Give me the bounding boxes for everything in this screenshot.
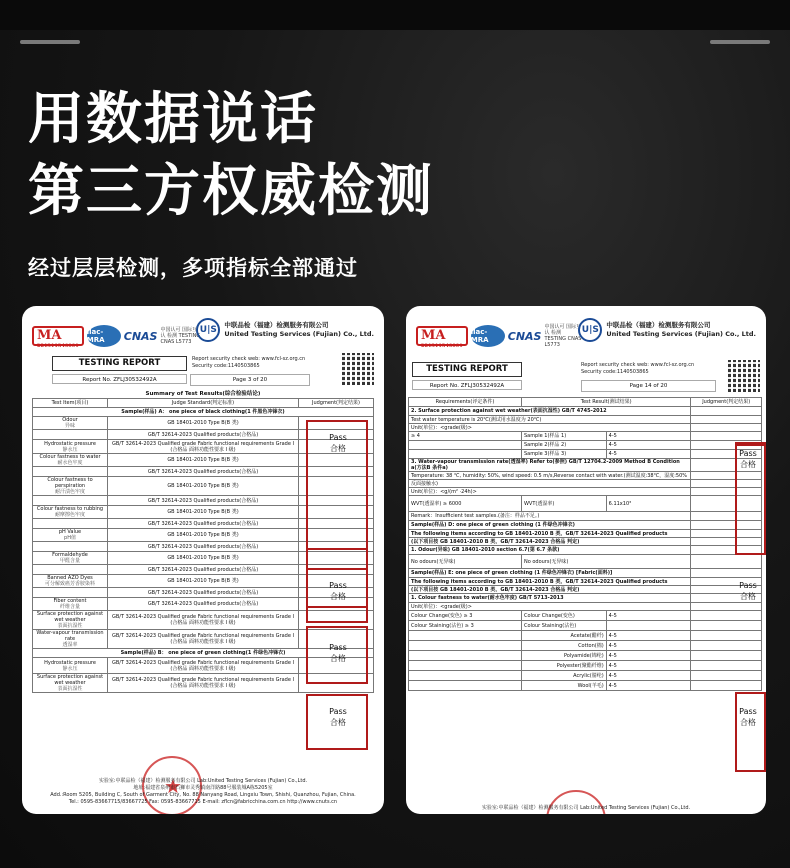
table-row [409, 651, 762, 661]
section-unit: Unit(单位)：<g/(m² ·24h)> [409, 488, 691, 496]
value-cell: 4-5 [606, 441, 691, 450]
sample-cell: Cotton(棉) [521, 641, 606, 651]
table-row [409, 611, 762, 621]
value-cell: 4-5 [606, 671, 691, 681]
value-cell: 4-5 [606, 432, 691, 441]
value-cell: 4-5 [606, 651, 691, 661]
item-cell [33, 519, 108, 529]
standard-cell: GB/T 32614-2023 Qualified products(合格品) [108, 588, 299, 598]
item-name: Water-vapour transmission rate [36, 630, 104, 642]
table-row [409, 488, 762, 496]
item-name: Colour fastness to perspiration [47, 477, 93, 489]
item-name: Odour [62, 417, 78, 423]
item-name-cn: 耐水色牢度 [57, 460, 83, 466]
table-row [409, 681, 762, 691]
company-name-cn: 中联品检（福建）检测服务有限公司 [606, 321, 711, 329]
ma-logo: MA 221311340001 [32, 326, 84, 346]
value-cell: 4-5 [606, 681, 691, 691]
pass-highlight-3 [735, 692, 766, 772]
ilac-logo: ilac-MRA [87, 325, 121, 347]
req-cell [409, 651, 522, 661]
sample-cell: Polyester(聚酯纤维) [521, 661, 606, 671]
item-cell [33, 565, 108, 575]
req-cell [409, 671, 522, 681]
standard-cell: GB/T 32614-2023 Qualified products(合格品) [108, 565, 299, 575]
req-cell: Colour Change(变色) ≥ 3 [409, 611, 522, 621]
sample-heading: Sample(样品) A： one piece of black clothing(1 件黑色冲锋衣) [33, 408, 374, 417]
sample-cell: Polyamide(锦纶) [521, 651, 606, 661]
table-row [409, 555, 762, 569]
judgment-cell [691, 631, 762, 641]
judgment-cell [691, 432, 762, 441]
judgment-cell [691, 681, 762, 691]
sample-cell: Sample 1(样品 1) [521, 432, 606, 441]
decor-dash-left [20, 40, 80, 44]
item-name-cn: 静水压 [62, 446, 78, 453]
req-cell [409, 641, 522, 651]
item-name: pH Value [58, 529, 82, 535]
ilac-logo: ilac-MRA [471, 325, 505, 347]
req-cell: No odours(无异味) [409, 555, 522, 569]
cert-logos [416, 316, 582, 356]
table-row [409, 398, 762, 407]
section-note: The following items according to GB 18401-2010 B 类、GB/T 32614-2023 Qualified products [409, 578, 691, 586]
sample-heading: Sample(样品) B： one piece of green clothing(1 件绿色冲锋衣) [33, 649, 374, 658]
sample-cell: Colour Change(变色) [521, 611, 606, 621]
official-seal-icon: ★ [142, 756, 202, 814]
section-note: (以下项目按 GB 18401-2010 B 类、GB/T 32614-2023 合格品 判定) [409, 586, 691, 594]
table-row [409, 578, 762, 586]
item-cell [33, 477, 108, 496]
item-cell [33, 454, 108, 467]
summary-title: Summary of Test Results(综合检验结论) [145, 391, 261, 397]
standard-cell: GB 18401-2010 Type B(B 类) [108, 477, 299, 496]
section-note: 反面接触水) [409, 480, 691, 488]
req-cell [409, 450, 522, 459]
report-page-1 [22, 306, 384, 814]
report-footer: 实验室:中联品检（福建）检测服务有限公司 Lab:United Testing Services (Fujian) Co.,Ltd. [481, 805, 691, 811]
pass-label-3: Pass 合格 [739, 707, 757, 727]
table-row [409, 441, 762, 450]
section-heading: 2. Surface protection against wet weather(表面抗湿性) GB/T 4745-2012 [409, 407, 691, 416]
item-cell [33, 611, 108, 630]
standard-cell: GB 18401-2010 Type B(B 类) [108, 506, 299, 519]
item-cell [33, 588, 108, 598]
section-note: Temperature: 38 ℃, humidity: 50%, wind speed: 0.5 m/s,Reverse contact with water.(测试温度:38℃，湿度:50% [409, 472, 691, 480]
standard-cell: GB 18401-2010 Type B(B 类) [108, 529, 299, 542]
standard-cell: GB/T 32614-2023 Qualified grade Fabric functional requirements Grade I (合格品 面料功能性要求 I 级) [108, 440, 299, 454]
item-name: Colour fastness to rubbing [36, 506, 104, 512]
table-row [409, 661, 762, 671]
item-name: Fiber content [53, 598, 87, 604]
item-cell [33, 467, 108, 477]
section-unit: Unit(单位)：<grade(级)> [409, 424, 691, 432]
judgment-cell [691, 611, 762, 621]
pass-label-1: Pass 合格 [329, 433, 347, 453]
judgment-cell [691, 416, 762, 424]
judgment-cell [691, 407, 762, 416]
item-name-cn: 耐汗渍色牢度 [55, 489, 86, 495]
item-name: Formaldehyde [52, 552, 88, 558]
company-name-en: United Testing Services (Fujian) Co., Ltd. [224, 330, 374, 338]
cnas-logo: CNAS [123, 329, 158, 343]
standard-cell: GB/T 32614-2023 Qualified grade Fabric functional requirements Grade I (合格品 面料功能性要求 I 级) [108, 674, 299, 693]
table-row [409, 450, 762, 459]
judgment-cell [691, 555, 762, 569]
value-cell: 4-5 [606, 641, 691, 651]
header-cell: Requirements(评定条件) [409, 398, 522, 407]
item-cell [33, 440, 108, 454]
req-cell: Colour Staining(沾色) ≥ 3 [409, 621, 522, 631]
section-unit: Unit(单位)：<grade(级)> [409, 603, 691, 611]
item-cell [33, 575, 108, 588]
table-row [409, 603, 762, 611]
subtitle: 经过层层检测，多项指标全部通过 [28, 256, 358, 280]
sample-cell: Wool(羊毛) [521, 681, 606, 691]
top-bar [0, 0, 790, 30]
judgment-cell [691, 621, 762, 631]
company-header [578, 318, 756, 342]
standard-cell: GB 18401-2010 Type B(B 类) [108, 417, 299, 430]
item-cell [33, 529, 108, 542]
value-cell [606, 621, 691, 631]
sample-cell: Sample 2(样品 2) [521, 441, 606, 450]
value-cell: 4-5 [606, 631, 691, 641]
table-row [409, 621, 762, 631]
sample-cell: WVT(透湿率) [521, 496, 606, 512]
testing-report-title: TESTING REPORT [52, 356, 187, 371]
item-name-cn: 甲醛含量 [60, 558, 81, 564]
standard-cell: GB/T 32614-2023 Qualified grade Fabric functional requirements Grade I (合格品 面料功能性要求 I 级) [108, 611, 299, 630]
uts-logo-icon: U|S [578, 318, 602, 342]
header-cell: Test Item(项目) [33, 399, 108, 408]
item-cell [33, 417, 108, 430]
company-name-cn: 中联品检（福建）检测服务有限公司 [224, 321, 329, 329]
judgment-cell [691, 671, 762, 681]
req-cell [409, 631, 522, 641]
header-cell: Judge Standard(判定标准) [108, 399, 299, 408]
sample-cell: Acrylic(腈纶) [521, 671, 606, 681]
ma-logo: MA 221311340001 [416, 326, 468, 346]
item-name-cn: pH值 [64, 535, 76, 541]
item-name: Hydrostatic pressure [44, 659, 96, 666]
standard-cell: GB 18401-2010 Type B(B 类) [108, 454, 299, 467]
table-row [409, 671, 762, 681]
standard-cell: GB/T 32614-2023 Qualified products(合格品) [108, 519, 299, 529]
table-row [409, 521, 762, 530]
decor-dash-right [710, 40, 770, 44]
table-row [409, 416, 762, 424]
table-row [409, 496, 762, 512]
pass-label-4: Pass 合格 [329, 707, 347, 727]
value-cell: 4-5 [606, 661, 691, 671]
table-row [409, 530, 762, 538]
judgment-cell [691, 641, 762, 651]
req-cell [409, 681, 522, 691]
section-heading: 3. Water-vapour transmission rate(透湿率) Refer to(参照) GB/T 12704.2-2009 Method B Condition a(方法B 条件a) [409, 459, 691, 472]
table-row [409, 546, 762, 555]
table-row [409, 586, 762, 594]
table-row [409, 407, 762, 416]
sample-heading: Sample(样品) E: one piece of green clothing (1 件绿色冲锋衣) [Fabric(面料)] [409, 569, 691, 578]
results-table [408, 397, 762, 691]
section-note: Test water temperature is 20℃(测试用水温度为 20℃) [409, 416, 691, 424]
page-number: Page 3 of 20 [190, 374, 310, 386]
testing-report-title: TESTING REPORT [412, 362, 522, 377]
judgment-cell [691, 651, 762, 661]
uts-logo-icon: U|S [196, 318, 220, 342]
table-row [409, 432, 762, 441]
header-cell: Test Result(测试结果) [521, 398, 690, 407]
item-cell [33, 658, 108, 674]
table-row [409, 512, 762, 521]
headline-line2: 第三方权威检测 [28, 159, 434, 224]
table-row [409, 569, 762, 578]
pass-label-3: Pass 合格 [329, 643, 347, 663]
req-cell [409, 441, 522, 450]
table-row [409, 631, 762, 641]
table-row [33, 408, 374, 417]
report-number: Report No. ZFLJ30532492A [412, 380, 522, 390]
item-cell [33, 552, 108, 565]
value-cell: 4-5 [606, 611, 691, 621]
standard-cell: GB/T 32614-2023 Qualified products(合格品) [108, 430, 299, 440]
item-name-cn: 透湿率 [62, 642, 78, 648]
req-cell: WVT(透湿率) ≥ 6000 [409, 496, 522, 512]
standard-cell: GB/T 32614-2023 Qualified grade Fabric functional requirements Grade I (合格品 面料功能性要求 I 级) [108, 658, 299, 674]
table-row [409, 424, 762, 432]
header-cell: Judgment(判定结果) [298, 399, 373, 408]
judgment-cell [691, 603, 762, 611]
judgment-cell [691, 661, 762, 671]
section-note: (以下项目按 GB 18401-2010 B 类、GB/T 32614-2023 合格品 判定) [409, 538, 691, 546]
company-header [196, 318, 374, 342]
page-number: Page 14 of 20 [581, 380, 716, 392]
qr-code-icon [342, 353, 374, 385]
cert-logos [32, 316, 200, 356]
item-name: Colour fastness to water [39, 454, 101, 460]
pass-label-1: Pass 合格 [739, 449, 757, 469]
item-name: Banned AZO Dyes [47, 575, 93, 581]
judgment-cell [691, 569, 762, 578]
item-name-cn: 可分解致癌芳香胺染料 [45, 581, 96, 587]
report-number: Report No. ZFLJ30532492A [52, 374, 187, 384]
section-note: The following items according to GB 18401-2010 B 类、GB/T 32614-2023 Qualified products [409, 530, 691, 538]
table-header [33, 399, 374, 408]
item-name: Surface protection against wet weather [36, 674, 104, 686]
remark: Remark：Insufficient test samples.(备注：样品不足。) [409, 512, 691, 521]
pass-label-2: Pass 合格 [739, 581, 757, 601]
standard-cell: GB 18401-2010 Type B(B 类) [108, 552, 299, 565]
standard-cell: GB/T 32614-2023 Qualified products(合格品) [108, 542, 299, 552]
sample-cell: Sample 3(样品 3) [521, 450, 606, 459]
cnas-text: 中国认可 国际互认 检测 TESTING CNAS L5773 [160, 327, 201, 345]
qr-code-icon [728, 360, 760, 392]
value-cell: No odours(无异味) [521, 555, 690, 569]
report-page-2 [406, 306, 766, 814]
standard-cell: GB/T 32614-2023 Qualified products(合格品) [108, 467, 299, 477]
item-name: Hydrostatic pressure [44, 440, 96, 447]
item-cell [33, 496, 108, 506]
standard-cell: GB/T 32614-2023 Qualified products(合格品) [108, 496, 299, 506]
header-cell: Judgment(判定结果) [691, 398, 762, 407]
judgment-cell [691, 424, 762, 432]
item-cell [33, 430, 108, 440]
table-row [409, 594, 762, 603]
item-name-cn: 静水压 [62, 665, 78, 672]
table-row [409, 459, 762, 472]
security-info: Report security check web: www.fcl-sz.org.cn Security code:1140503865 [192, 356, 306, 369]
item-cell [33, 542, 108, 552]
table-row [409, 641, 762, 651]
cnas-text: 中国认可 国际互认 检测 TESTING CNAS L5773 [544, 324, 582, 348]
item-cell [33, 630, 108, 649]
req-cell [409, 661, 522, 671]
cnas-logo: CNAS [507, 329, 542, 343]
table-row [409, 480, 762, 488]
item-cell [33, 674, 108, 693]
sample-heading: Sample(样品) D: one piece of green clothing (1 件绿色冲锋衣) [409, 521, 691, 530]
item-cell [33, 506, 108, 519]
item-name-cn: 表面抗湿性 [57, 623, 83, 629]
item-name-cn: 表面抗湿性 [57, 686, 83, 692]
table-row [409, 538, 762, 546]
sample-cell: Colour Staining(沾色) [521, 621, 606, 631]
table-row [409, 472, 762, 480]
standard-cell: GB 18401-2010 Type B(B 类) [108, 575, 299, 588]
item-name-cn: 纤维含量 [60, 604, 81, 610]
item-name-cn: 耐摩擦色牢度 [55, 512, 86, 518]
item-cell [33, 598, 108, 611]
report-footer: 实验室:中联品检（福建）检测服务有限公司 Lab:United Testing Services (Fujian) Co.,Ltd. 地址:福建省泉州市石狮市灵秀镇南洋路88号服装城A栋5205室 Add.:Room 5205, Building C, South of Garment City, No. 88 Nanyang Road, Lingxiu Town, Shishi, Quanzhou, Fujian, China. Tel.: 0595-83667715/83667725 Fax: 0595-83667715 E-mail: zflcn@fabricchina.com.cn http://www.cnuts.cn [50, 778, 356, 805]
item-name: Surface protection against wet weather [36, 611, 104, 623]
section-heading: 1. Odour(异味) GB 18401-2010 section 6.7(第 6.7 条款) [409, 546, 691, 555]
company-name-en: United Testing Services (Fujian) Co., Ltd. [606, 330, 756, 338]
req-cell: ≥ 4 [409, 432, 522, 441]
sample-cell: Acetate(醋纤) [521, 631, 606, 641]
value-cell: 6.11x10³ [606, 496, 691, 512]
standard-cell: GB/T 32614-2023 Qualified products(合格品) [108, 598, 299, 611]
standard-cell: GB/T 32614-2023 Qualified grade Fabric functional requirements Grade I (合格品 面料功能性要求 I 级) [108, 630, 299, 649]
section-heading: 1. Colour fastness to water(耐水色牢度) GB/T 5713-2013 [409, 594, 691, 603]
pass-label-2: Pass 合格 [329, 581, 347, 601]
value-cell: 4-5 [606, 450, 691, 459]
headline-line1: 用数据说话 [28, 87, 318, 152]
item-name-cn: 异味 [65, 423, 76, 429]
security-info: Report security check web: www.fcl-sz.org.cn Security code:1140503865 [581, 362, 695, 375]
